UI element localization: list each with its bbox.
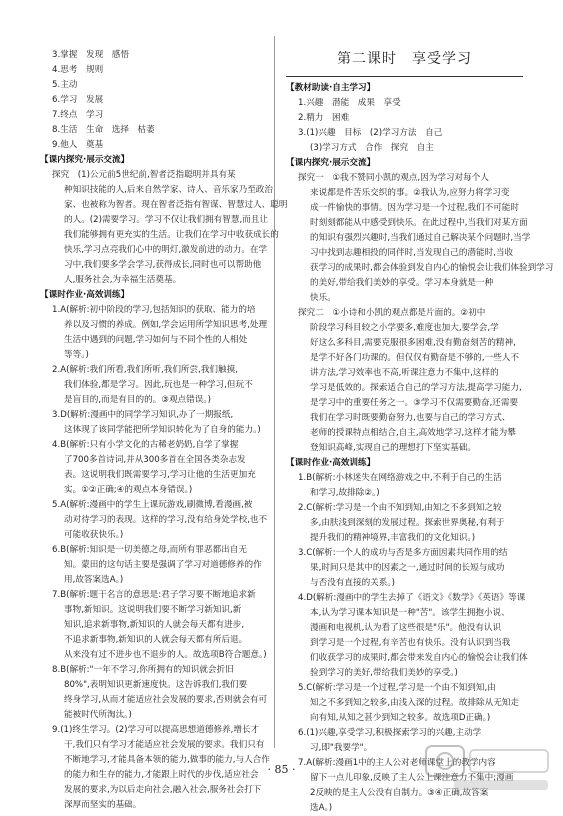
right-column-body (286, 81, 554, 816)
text-line: 5.A(解析:漫画中的学生上课玩游戏,刷微博,看漫画,被 (52, 500, 253, 510)
text-line: 9.他人 奠基 (52, 140, 104, 150)
text-line: 知之不多到知之较多,由浅入深的过程。故排除从无知走 (310, 698, 519, 708)
text-line: 和学习,故排除②。) (310, 488, 380, 498)
text-line: 是盲目的,而是有目的的。③观点错误。) (64, 395, 211, 405)
text-line: 到学习是一个过程,有辛苦也有快乐。没有认识到当我 (310, 638, 511, 648)
text-line: 探究一 ①我不赞同小凯的观点,因为学习对每个人 (298, 173, 489, 183)
text-line: 提升我们的精神境界,丰富我们的文化知识。) (310, 533, 476, 543)
text-line: 深厚而坚实的基础。 (64, 800, 142, 810)
text-line: 2.精力 困难 (298, 113, 350, 123)
text-line: 3.(1)兴趣 目标 (2)学习方法 自己 (298, 128, 443, 138)
text-line: 干,我们只有学习才能适应社会发展的要求。我们只有 (64, 740, 265, 750)
text-line: 9.(1)终生学习。(2)学习可以提高思想道德修养,增长才 (52, 725, 260, 735)
lesson-title: 第二课时 享受学习 (286, 48, 523, 77)
text-line: 7.终点 学习 (52, 110, 104, 120)
text-line: 4.B(解析:只有小学文化的古稀老奶奶,自学了掌握 (52, 440, 239, 450)
text-line: 6.学习 发展 (52, 95, 104, 105)
text-line: 老师的授课特点相结合,自主,高效地学习,这样才能为攀 (310, 428, 516, 438)
text-line: 我们在学习时既要勤奋努力,也要与自己的学习方式、 (310, 413, 511, 423)
text-line: 的能力和生存的能力,才能跟上时代的步伐,适应社会 (64, 770, 259, 780)
text-line: 养以及习惯的养成。例如,学会运用所学知识思考,处理 (64, 320, 268, 330)
text-line: 事物,新知识。这说明我们要不断学习新知识,新 (64, 605, 242, 615)
text-line: 3.C(解析:一个人的成功与否是多方面因素共同作用的结 (298, 548, 508, 558)
text-line: 多,由肤浅到深刻的发展过程。探索世界奥秘,有利于 (310, 518, 505, 528)
text-line: 好这么多科目,需要克服很多困难,没有勤奋刻苦的精神, (310, 338, 516, 348)
text-line: 的人。(2)需要学习。学习不仅让我们拥有智慧,而且让 (64, 215, 268, 225)
section-heading: 【课内探究·展示交流】 (40, 155, 130, 165)
text-line: 3.D(解析:漫画中的同学学习知识,办了一期报纸, (52, 410, 234, 420)
section-heading: 【课时作业·高效训练】 (40, 290, 130, 300)
text-line: 向有知,从知之甚少到知之较多。故选项D正确。) (310, 713, 491, 723)
text-line: 家、也被称为智者。现在智者泛指有智谋、智慧过人、聪明 (64, 200, 288, 210)
text-line: 这体现了该同学能把所学知识转化为了自身的能力。) (64, 425, 261, 435)
text-line: 漫画和电视机,认为看了这些很是"乐"。他没有认识 (310, 623, 502, 633)
text-line: 不追求新事物,新知识的人就会每天都有所后退。 (64, 635, 248, 645)
text-line: 我们体验,都是学习。因此,玩也是一种学习,但玩不 (64, 380, 253, 390)
page-number: · 85 · (267, 763, 296, 776)
text-line: 是学不好各门功课的。但仅仅有勤奋是不够的,一些人不 (310, 353, 519, 363)
text-line: 不断地学习,才能具备本领的能力,做事的能力,与人合作 (64, 755, 270, 765)
text-line: 用,故答案选A。) (64, 575, 124, 585)
text-line: 2.C(解析:学习是一个由不知到知,由知之不多到知之较 (298, 503, 502, 513)
text-line: 7.B(解析:题干名言的意思是:君子学习要不断地追求新 (52, 590, 256, 600)
text-line: 表。这说明我们既需要学习,学习让他的生活更加充 (64, 470, 256, 480)
text-line: 的知识有强烈兴趣时,当我们通过自己解决某个问题时,当学 (310, 233, 531, 243)
text-line: 6.(1)兴趣,享受学习,积极探索学习的兴趣,主动学 (298, 728, 482, 738)
text-line: 终身学习,从而才能适应社会发展的要求,否则就会有可 (64, 695, 268, 705)
watermark-logo (424, 742, 554, 794)
text-line: 5.C(解析:学习是一个过程,学习是一个由不知到知,由 (298, 683, 496, 693)
text-line: 本,认为学习课本知识是一种"苦"。该学生拥抱小说、 (310, 608, 510, 618)
text-line: 实。①②正确;④的观点本身错误。) (64, 485, 193, 495)
text-line: 快乐。 (310, 293, 336, 303)
text-line: 学习是低效的。探索适合自己的学习方法,提高学习能力, (310, 383, 522, 393)
text-line: 知。蒙田的这句话主要是强调了学习对道德修养的作 (64, 560, 262, 570)
text-line: 8.B(解析:"一年不学习,你所拥有的知识就会折旧 (52, 665, 234, 675)
text-line: 们收获学习的成果时,都会带来发自内心的愉悦会让我们体 (310, 653, 528, 663)
text-line: 可能收获快乐。) (64, 530, 124, 540)
text-line: 4.D(解析:漫画中的学生去掉了《语文》《数学》《英语》等课 (298, 593, 526, 603)
text-line: 6.B(解析:知识是一切美德之母,而所有罪恶都出自无 (52, 545, 247, 555)
text-line: 生活中遇到的问题,学习如何与不同个性的人相处 (64, 335, 248, 345)
text-line: 1.兴趣 潜能 成果 享受 (298, 98, 401, 108)
text-line: 时刻刻都能从中感受到快乐。在此过程中,当我们对某方面 (310, 218, 528, 228)
text-line: 选A。) (310, 803, 333, 813)
text-line: 2.A(解析:我们所看,我们所听,我们所尝,我们触摸, (52, 365, 238, 375)
text-line: 习中,我们要多学会学习,获得成长,同时也可以帮助他 (64, 260, 262, 270)
text-line: 探究二 ①小诗和小凯的观点都是片面的。②初中 (298, 308, 486, 318)
text-line: 阶段学习科目较之小学要多,难度也加大,要学会,学 (310, 323, 499, 333)
text-line: 种知识技能的人,后来自然学家、诗人、音乐家乃至政治 (64, 185, 273, 195)
text-line: 探究 (1)公元前5世纪前,智者泛指聪明并具有某 (52, 170, 236, 180)
text-line: 发展的要求,为以后走向社会,融入社会,服务社会打下 (64, 785, 262, 795)
text-line: 成一件愉快的事情。因为学习是一个过程,我们不可能时 (310, 203, 519, 213)
text-line: 登知识高峰,实现自己的理想打下坚实基础。 (310, 443, 477, 453)
right-column (286, 48, 554, 816)
text-line: 留下一点儿印象,反映了主人公上课注意力不集中;漫画 (310, 773, 514, 783)
text-line: 4.思考 规则 (52, 65, 104, 75)
section-heading: 【课内探究·展示交流】 (286, 158, 376, 168)
text-line: 与否没有直接的关系。) (310, 578, 395, 588)
text-line: 我们能够拥有更充实的生活。让我们在学习中收获成长的 (64, 230, 279, 240)
text-line: 验到学习的美好,带给我们美妙的享受。) (310, 668, 458, 678)
text-line: 是学习中的重要任务之一。③学习不仅需要勤奋,还需要 (310, 398, 519, 408)
section-heading: 【教材助读·自主学习】 (286, 83, 376, 93)
text-line: 获学习的成果时,都会体验到发自内心的愉悦会让我们体验到学习 (310, 263, 554, 273)
text-line: 等等。) (64, 350, 89, 360)
text-line: 习,即"我要学"。 (310, 743, 373, 753)
text-line: (3)学习方式 合作 探究 自主 (310, 143, 434, 153)
text-line: 习中找到志趣相投的同伴时,当发现自己的潜能时,当收 (310, 248, 514, 258)
text-line: 知识,追求新事物,新知识的人就会每天都有进步, (64, 620, 245, 630)
text-line: 3.掌握 发现 感悟 (52, 50, 129, 60)
text-line: 8.生活 生命 选择 枯萎 (52, 125, 155, 135)
text-line: 能被时代所淘汰。) (64, 710, 132, 720)
text-line: 讲方法,学习效率也不高,听课注意力不集中,这样的 (310, 368, 499, 378)
text-line: 2反映的是主人公没有自制力。③④正确,故答案 (310, 788, 489, 798)
text-line: 果,时间只是其中的因素之一,通过时间的长短与成功 (310, 563, 505, 573)
text-line: 7.A(解析:漫画1中的主人公对老师课堂上的教学内容 (298, 758, 496, 768)
text-line: 80%",表明知识更新速度快。这告诉我们,我们要 (64, 680, 248, 690)
text-line: 来说都是件苦乐交织的事。②我认为,应努力将学习变 (310, 188, 510, 198)
section-heading: 【课时作业·高效训练】 (286, 458, 376, 468)
text-line: 快乐,学习点亮我们心中的明灯,激发前进的动力。在学 (64, 245, 268, 255)
text-line: 动对待学习的表现。这样的学习,没有给身处学校,也不 (64, 515, 268, 525)
text-line: 的美好,带给我们美妙的享受。学习本身就是一种 (310, 278, 494, 288)
text-line: 5.主动 (52, 80, 78, 90)
text-line: 1.B(解析:小林迷失在网络游戏之中,不利于自己的生活 (298, 473, 502, 483)
text-line: 了700多首诗词,并从300多首在全国各类杂志发 (64, 455, 246, 465)
text-line: 人,服务社会,为幸福生活奠基。 (64, 275, 182, 285)
text-line: 1.A(解析:初中阶段的学习,包括知识的获取、能力的培 (52, 305, 256, 315)
text-line: 从来没有过不进步也不退步的人。故选项B符合题意。) (64, 650, 267, 660)
